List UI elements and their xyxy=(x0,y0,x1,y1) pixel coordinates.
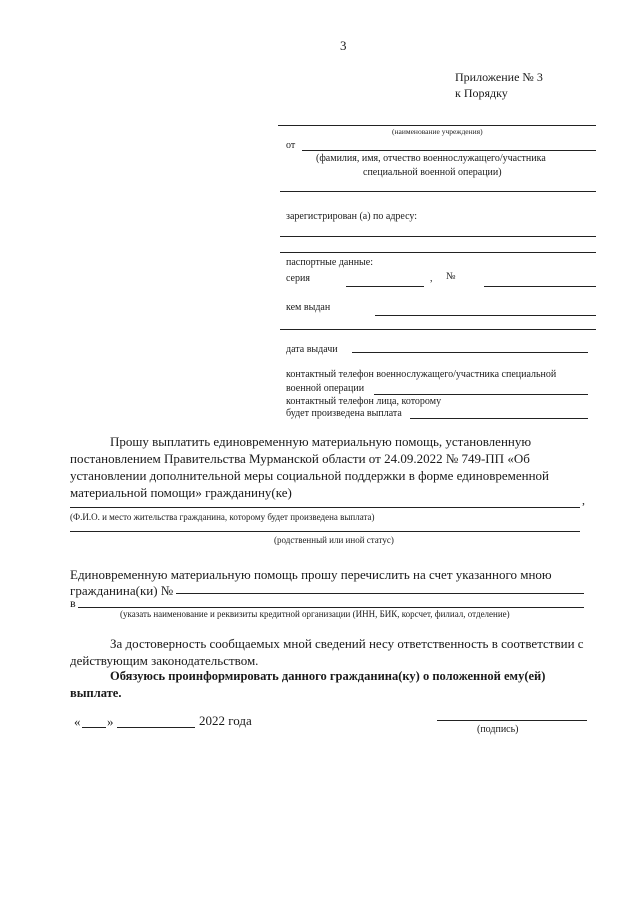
request-line3: установлении дополнительной меры социальной поддержки в форме единовременной xyxy=(70,468,549,483)
issue-date-label: дата выдачи xyxy=(286,344,338,355)
obligation-line2: выплате. xyxy=(70,686,122,700)
fio-extra-line[interactable] xyxy=(280,191,596,192)
declaration-line2: действующим законодательством. xyxy=(70,653,259,668)
fio-caption-line1: (фамилия, имя, отчество военнослужащего/участника xyxy=(316,153,546,164)
phone-service-field[interactable] xyxy=(374,394,588,395)
account-number-line[interactable] xyxy=(176,593,584,594)
from-field-line[interactable] xyxy=(302,150,596,151)
request-line4: материальной помощи» гражданину(ке) xyxy=(70,485,292,500)
account-label: гражданина(ки) № xyxy=(70,583,174,598)
phone-recipient-line2: будет произведена выплата xyxy=(286,408,402,419)
address-line-1[interactable] xyxy=(280,236,596,237)
series-field-line[interactable] xyxy=(346,286,424,287)
appendix-subtitle: к Порядку xyxy=(455,86,508,100)
bank-details-line[interactable] xyxy=(78,607,584,608)
passport-label: паспортные данные: xyxy=(286,257,373,268)
request-line2: постановлением Правительства Мурманской области от 24.09.2022 № 749-ПП «Об xyxy=(70,451,530,466)
appendix-title: Приложение № 3 xyxy=(455,70,543,84)
series-comma: , xyxy=(430,273,433,284)
recipient-fio-line[interactable] xyxy=(70,507,580,508)
issue-date-line[interactable] xyxy=(352,352,588,353)
declaration-line1: За достоверность сообщаемых мной сведений несу ответственность в соответствии с xyxy=(110,636,584,651)
date-year: 2022 года xyxy=(199,713,252,728)
date-quote-open: « xyxy=(74,714,81,729)
address-line-2[interactable] xyxy=(280,252,596,253)
recipient-fio-caption: (Ф.И.О. и место жительства гражданина, которому будет произведена выплата) xyxy=(70,512,375,522)
institution-caption: (наименование учреждения) xyxy=(392,127,483,136)
page-number: 3 xyxy=(340,38,347,53)
bank-prefix: в xyxy=(70,596,76,610)
fio-caption-line2: специальной военной операции) xyxy=(363,167,502,178)
phone-recipient-field[interactable] xyxy=(410,418,588,419)
issued-by-label: кем выдан xyxy=(286,302,331,313)
registered-label: зарегистрирован (а) по адресу: xyxy=(286,211,418,222)
recipient-status-line[interactable] xyxy=(70,531,580,532)
transfer-line1: Единовременную материальную помощь прошу перечислить на счет указанного мною xyxy=(70,567,552,582)
phone-service-line1: контактный телефон военнослужащего/участника специальной xyxy=(286,369,557,380)
signature-caption: (подпись) xyxy=(477,724,519,735)
signature-line[interactable] xyxy=(437,720,587,721)
issued-by-line-2[interactable] xyxy=(280,329,596,330)
date-day-line[interactable] xyxy=(82,727,106,728)
number-label: № xyxy=(446,271,456,282)
obligation-line1: Обязуюсь проинформировать данного гражданина(ку) о положенной ему(ей) xyxy=(110,669,546,683)
passport-number-line[interactable] xyxy=(484,286,596,287)
issued-by-line[interactable] xyxy=(375,315,596,316)
phone-service-line2: военной операции xyxy=(286,383,365,394)
bank-caption: (указать наименование и реквизиты кредитной организации (ИНН, БИК, корсчет, филиал, отделение) xyxy=(120,609,510,619)
from-label: от xyxy=(286,140,296,151)
phone-recipient-line1: контактный телефон лица, которому xyxy=(286,396,442,407)
date-quote-close: » xyxy=(107,714,114,729)
institution-field-line[interactable] xyxy=(278,125,596,126)
recipient-status-caption: (родственный или иной статус) xyxy=(274,535,394,545)
date-month-line[interactable] xyxy=(117,727,195,728)
series-label: серия xyxy=(286,273,310,284)
recipient-comma: , xyxy=(582,493,585,507)
request-line1: Прошу выплатить единовременную материальную помощь, установленную xyxy=(110,434,532,449)
